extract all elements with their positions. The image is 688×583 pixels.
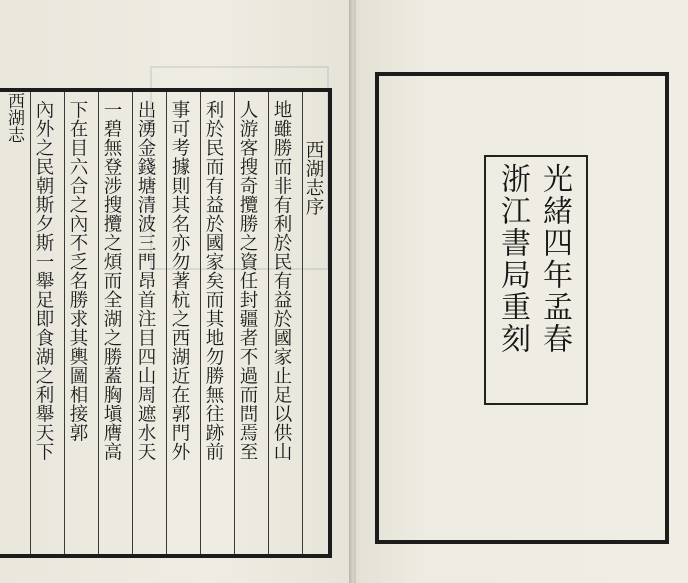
imprint-box <box>484 155 588 405</box>
imprint-line-date: 光緒四年孟春 <box>537 163 572 355</box>
imprint-line-publisher: 浙江書局重刻 <box>495 163 530 355</box>
preface-title: 西湖志序 <box>303 140 324 216</box>
text-column: 內外之民朝斯夕斯一舉足即食湖之利舉天下 <box>33 100 54 461</box>
text-column: 利於民而有益於國家矣而其地勿勝無往跡前 <box>203 100 224 461</box>
text-column: 下在目六合之內不乏名勝求其輿圖相接郭 <box>67 100 88 442</box>
text-column: 出湧金錢塘清波三門昂首注目四山周遮水天 <box>135 100 156 461</box>
text-column: 地雖勝而非有利於民有益於國家止足以供山 <box>271 100 292 461</box>
text-column: 一碧無登涉搜攬之煩而全湖之勝蓋胸塡膺高 <box>101 100 122 461</box>
text-column: 事可考據則其名亦勿著杭之西湖近在郭門外 <box>169 100 190 461</box>
text-column: 人游客搜奇攬勝之資任封疆者不過而問焉至 <box>237 100 258 461</box>
margin-label: 西湖志 <box>4 92 24 143</box>
